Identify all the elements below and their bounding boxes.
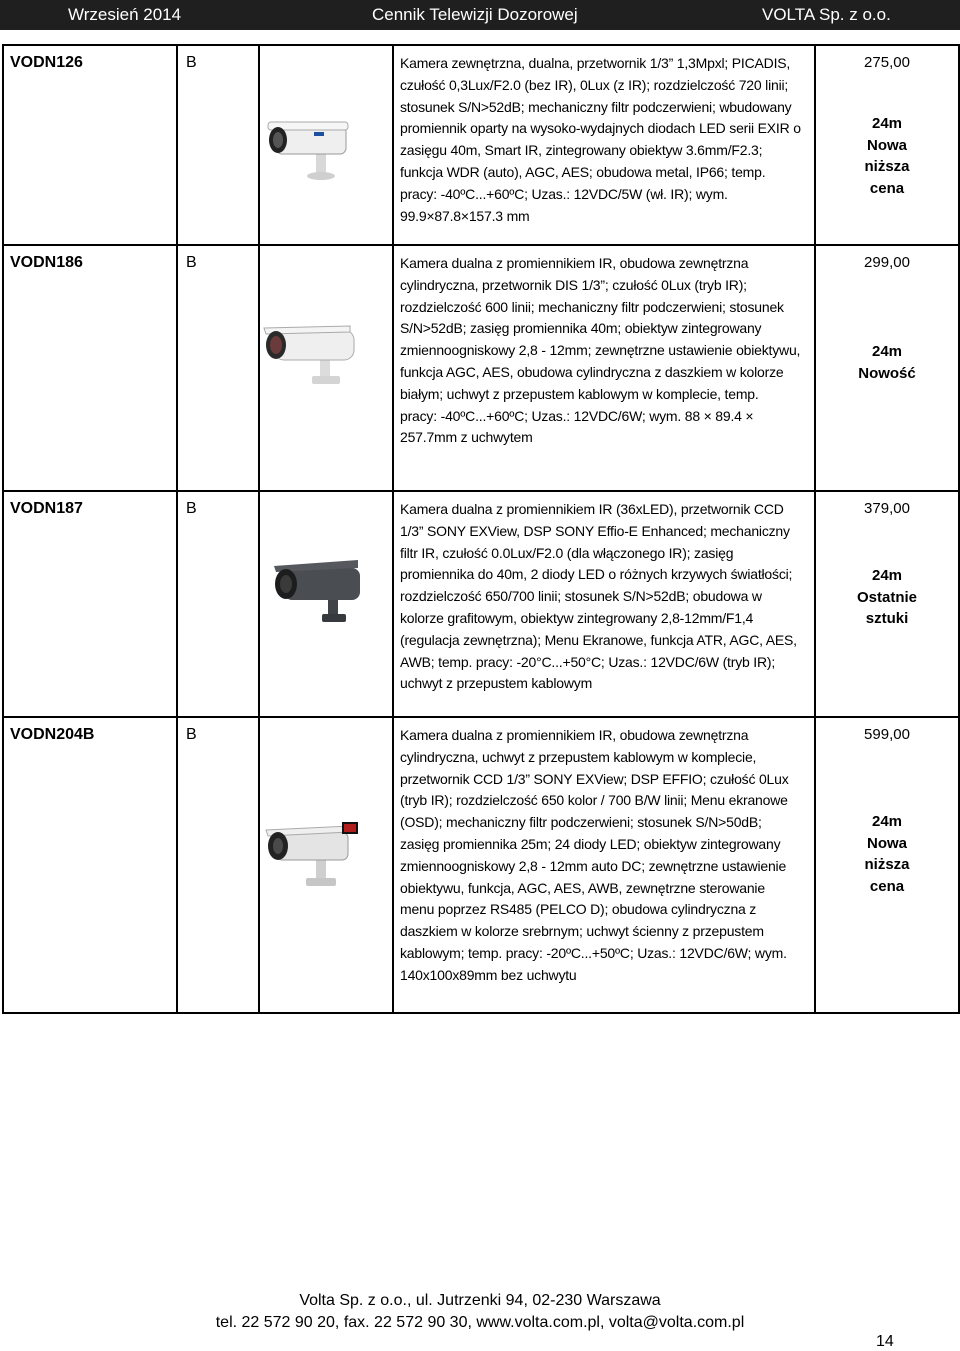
product-description — [393, 245, 815, 491]
badge-line: sztuki — [865, 610, 909, 627]
description-line: zasięg promiennika 25m; 24 diody LED; obiektyw zintegrowany — [400, 835, 781, 852]
description-line: obiektywu, funkcja, AGC, AES, AWB, zewnętrzne sterowanie — [400, 879, 765, 896]
warranty-label: 24m — [871, 115, 903, 132]
product-description — [393, 45, 815, 245]
bullet-camera-icon — [258, 818, 362, 896]
description-line: 99.9×87.8×157.3 mm — [400, 207, 530, 224]
status-badge — [816, 341, 958, 384]
description-line: rozdzielczość 600 linii; mechaniczny filtr podczerwieni; stosunek — [400, 298, 784, 315]
warranty-label: 24m — [871, 343, 903, 360]
description-line: kablowym; temp. pracy: -20ºC...+50ºC; Uzas.: 12VDC/6W; wym. — [400, 944, 787, 961]
description-line: cylindryczna, przetwornik DIS 1/3”; czułość 0Lux (tryb IR); — [400, 276, 747, 293]
bullet-camera-icon — [272, 556, 366, 630]
bullet-camera-icon — [254, 110, 366, 190]
warranty-label: 24m — [871, 813, 903, 830]
product-description — [393, 717, 815, 1013]
badge-line: Nowa — [866, 834, 907, 852]
badge-line: Nowa — [866, 136, 907, 154]
description-line: przetwornik CCD 1/3” SONY EXView; DSP EFFIO; czułość 0Lux — [400, 770, 789, 787]
page-header — [0, 0, 960, 30]
price: 275,00 — [864, 54, 910, 71]
description-line: menu poprzez RS485 (PELCO D); obudowa cylindryczna z — [400, 901, 757, 918]
description-line: (OSD); mechaniczny filtr podczerwieni; stosunek S/N>50dB; — [400, 814, 762, 831]
product-code: VODN126 — [3, 45, 177, 245]
description-line: (tryb IR); rozdzielczość 650 kolor / 700 B/W linii; Menu ekranowe — [400, 792, 788, 809]
price-cell — [815, 245, 959, 491]
description-line: 257.7mm z uchwytem — [400, 429, 533, 446]
table-row — [3, 717, 959, 1013]
product-class: B — [177, 245, 259, 491]
footer-contact: tel. 22 572 90 20, fax. 22 572 90 30, www.volta.com.pl, volta@volta.com.pl — [215, 1314, 745, 1331]
footer-address: Volta Sp. z o.o., ul. Jutrzenki 94, 02-230 Warszawa — [299, 1292, 661, 1309]
product-code: VODN187 — [3, 491, 177, 717]
status-badge — [816, 811, 958, 897]
price-cell — [815, 45, 959, 245]
description-line: cylindryczna, uchwyt z przepustem kablowym w komplecie, — [400, 748, 757, 765]
description-line: promiennika do 40m, 2 diody LED o różnych krzywych światłości; — [400, 566, 793, 583]
description-line: białym; uchwyt z przepustem kablowym w komplecie, temp. — [400, 385, 759, 402]
badge-line: niższa — [864, 856, 910, 873]
badge-line: Nowość — [858, 364, 916, 382]
description-line: zmiennoogniskowy 2,8 - 12mm auto DC; zewnętrzne ustawienie — [400, 857, 787, 874]
description-line: 1/3” SONY EXView, DSP SONY Effio-E Enhanced; mechaniczny — [400, 522, 790, 539]
product-code: VODN204B — [3, 717, 177, 1013]
badge-line: cena — [869, 877, 905, 895]
description-line: kolorze grafitowym, obiektyw zintegrowany 2,8-12mm/F1,4 — [400, 609, 754, 626]
table-row — [3, 491, 959, 717]
description-line: zasięgu 40m, Smart IR, zintegrowany obiektyw 3.6mm/F2.3; — [400, 142, 763, 159]
product-image — [259, 491, 393, 717]
description-line: stosunek S/N>52dB; mechaniczny filtr podczerwieni; wbudowany — [400, 98, 792, 115]
description-line: pracy: -40ºC...+60ºC; Uzas.: 12VDC/5W (wł. IR); wym. — [400, 185, 728, 202]
description-line: daszkiem w kolorze srebrnym; uchwyt ścienny z przepustem — [400, 923, 764, 940]
description-line: Kamera dualna z promiennikiem IR (36xLED), przetwornik CCD — [400, 501, 784, 517]
price-table — [2, 44, 960, 1014]
description-line: funkcja AGC, AES, obudowa cylindryczna z daszkiem w kolorze — [400, 363, 784, 380]
badge-line: cena — [869, 179, 905, 197]
page-number: 14 — [876, 1333, 894, 1350]
table-row — [3, 45, 959, 245]
status-badge — [816, 565, 958, 630]
product-image — [259, 717, 393, 1013]
description-line: rozdzielczość 650/700 linii; stosunek S/N>52dB; obudowa w — [400, 588, 762, 605]
description-line: AWB; temp. pracy: -20°C...+50°C; Uzas.: 12VDC/6W (tryb IR); — [400, 653, 776, 670]
description-line: uchwyt z przepustem kablowym — [400, 675, 593, 692]
badge-line: Ostatnie — [856, 588, 917, 606]
description-line: Kamera dualna z promiennikiem IR, obudowa zewnętrzna — [400, 255, 749, 271]
description-line: Kamera dualna z promiennikiem IR, obudowa zewnętrzna — [400, 727, 749, 743]
header-title: Cennik Telewizji Dozorowej — [372, 5, 578, 24]
bullet-camera-icon — [260, 320, 360, 390]
product-class: B — [177, 45, 259, 245]
price: 599,00 — [864, 726, 910, 743]
product-description — [393, 491, 815, 717]
header-date: Wrzesień 2014 — [68, 5, 182, 24]
description-line: funkcja WDR (auto), AGC, AES; obudowa metal, IP66; temp. — [400, 163, 766, 180]
product-image — [259, 245, 393, 491]
description-line: Kamera zewnętrzna, dualna, przetwornik 1/3” 1,3Mpxl; PICADIS, — [400, 55, 791, 71]
description-line: 140x100x89mm bez uchwytu — [400, 966, 577, 983]
description-line: filtr IR, czułość 0.0Lux/F2.0 (dla włączonego IR); zasięg — [400, 544, 734, 561]
status-badge — [816, 113, 958, 199]
description-line: pracy: -40ºC...+60ºC; Uzas.: 12VDC/6W; wym. 88 × 89.4 × — [400, 407, 754, 424]
product-image — [259, 45, 393, 245]
product-code: VODN186 — [3, 245, 177, 491]
description-line: (regulacja zewnętrzna); Menu Ekranowe, funkcja ATR, AGC, AES, — [400, 631, 797, 648]
price: 299,00 — [864, 254, 910, 271]
table-row — [3, 245, 959, 491]
description-line: zmiennoogniskowy 2,8 - 12mm; zewnętrzne ustawienie obiektywu, — [400, 342, 801, 359]
price-cell — [815, 491, 959, 717]
badge-line: niższa — [864, 158, 910, 175]
description-line: czułość 0,3Lux/F2.0 (bez IR), 0Lux (z IR); rozdzielczość 720 linii; — [400, 76, 789, 93]
price: 379,00 — [864, 500, 910, 517]
warranty-label: 24m — [871, 567, 903, 584]
description-line: S/N>52dB; zasięg promiennika 40m; obiektyw zintegrowany — [400, 320, 762, 337]
header-company: VOLTA Sp. z o.o. — [762, 5, 891, 24]
description-line: promiennik oparty na wysoko-wydajnych diodach LED serii EXIR o — [400, 120, 801, 137]
price-cell — [815, 717, 959, 1013]
product-class: B — [177, 717, 259, 1013]
product-class: B — [177, 491, 259, 717]
